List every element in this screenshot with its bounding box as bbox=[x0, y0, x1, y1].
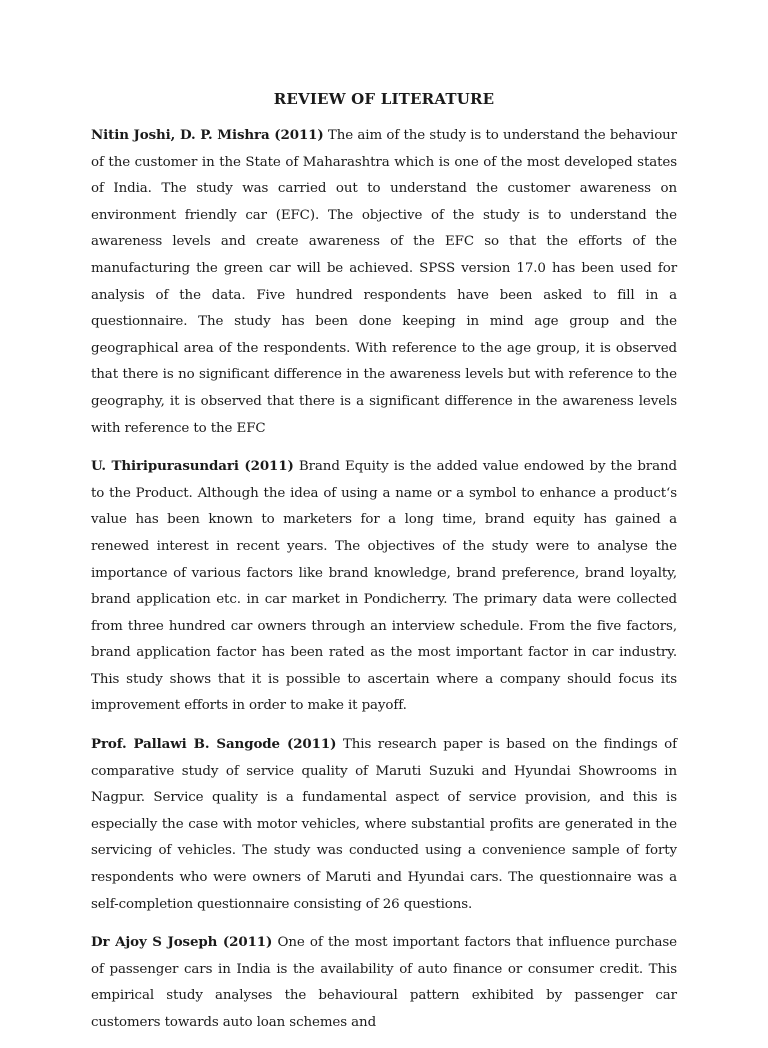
entry-author: Nitin Joshi, D. P. Mishra (2011) bbox=[91, 127, 324, 143]
entry-author: Prof. Pallawi B. Sangode (2011) bbox=[91, 736, 337, 753]
literature-entry-joseph bbox=[91, 929, 677, 1036]
entry-text: One of the most important factors that influence purchase of passenger cars in India is the availability of auto finance or consumer credit. This empirical study analyses the behavioural pattern exhibited by passenger car customers towards auto loan schemes and bbox=[91, 935, 677, 1030]
literature-entry-thiripurasundari bbox=[91, 453, 677, 720]
entry-text: Brand Equity is the added value endowed by the brand to the Product. Although the idea of using a name or a symbol to enhance a product‘s value has been known to marketers for a long time, brand equity has gained a renewed interest in recent years. The objectives of the study were to analyse the importance of various factors like brand knowledge, brand preference, brand loyalty, brand application etc. in car market in Pondicherry. The primary data were collected from three hundred car owners through an interview schedule. From the five factors, brand application factor has been rated as the most important factor in car industry. This study shows that it is possible to ascertain where a company should focus its improvement efforts in order to make it payoff. bbox=[91, 459, 677, 714]
entry-author: Dr Ajoy S Joseph (2011) bbox=[91, 934, 273, 951]
page-title: REVIEW OF LITERATURE bbox=[273, 90, 495, 108]
document-page bbox=[91, 90, 677, 1048]
entry-author: U. Thiripurasundari (2011) bbox=[91, 458, 294, 475]
entry-text: The aim of the study is to understand the behaviour of the customer in the State of Maharashtra which is one of the most developed states of India. The study was carried out to understand the customer awareness on environment friendly car (EFC). The objective of the study is to understand the awareness levels and create awareness of the EFC so that the efforts of the manufacturing the green car will be achieved. SPSS version 17.0 has been used for analysis of the data. Five hundred respondents have been asked to fill in a questionnaire. The study has been done keeping in mind age group and the geographical area of the respondents. With reference to the age group, it is observed that there is no significant difference in the awareness levels but with reference to the geography, it is observed that there is a significant difference in the awareness levels with reference to the EFC bbox=[91, 128, 677, 436]
literature-entry-sangode bbox=[91, 731, 677, 918]
entry-text: This research paper is based on the findings of comparative study of service quality of Maruti Suzuki and Hyundai Showrooms in Nagpur. Service quality is a fundamental aspect of service provision, and this is especially the case with motor vehicles, where substantial profits are generated in the servicing of vehicles. The study was conducted using a convenience sample of forty respondents who were owners of Maruti and Hyundai cars. The questionnaire was a self-completion questionnaire consisting of 26 questions. bbox=[91, 737, 677, 912]
literature-entry-joshi-mishra bbox=[91, 122, 677, 442]
